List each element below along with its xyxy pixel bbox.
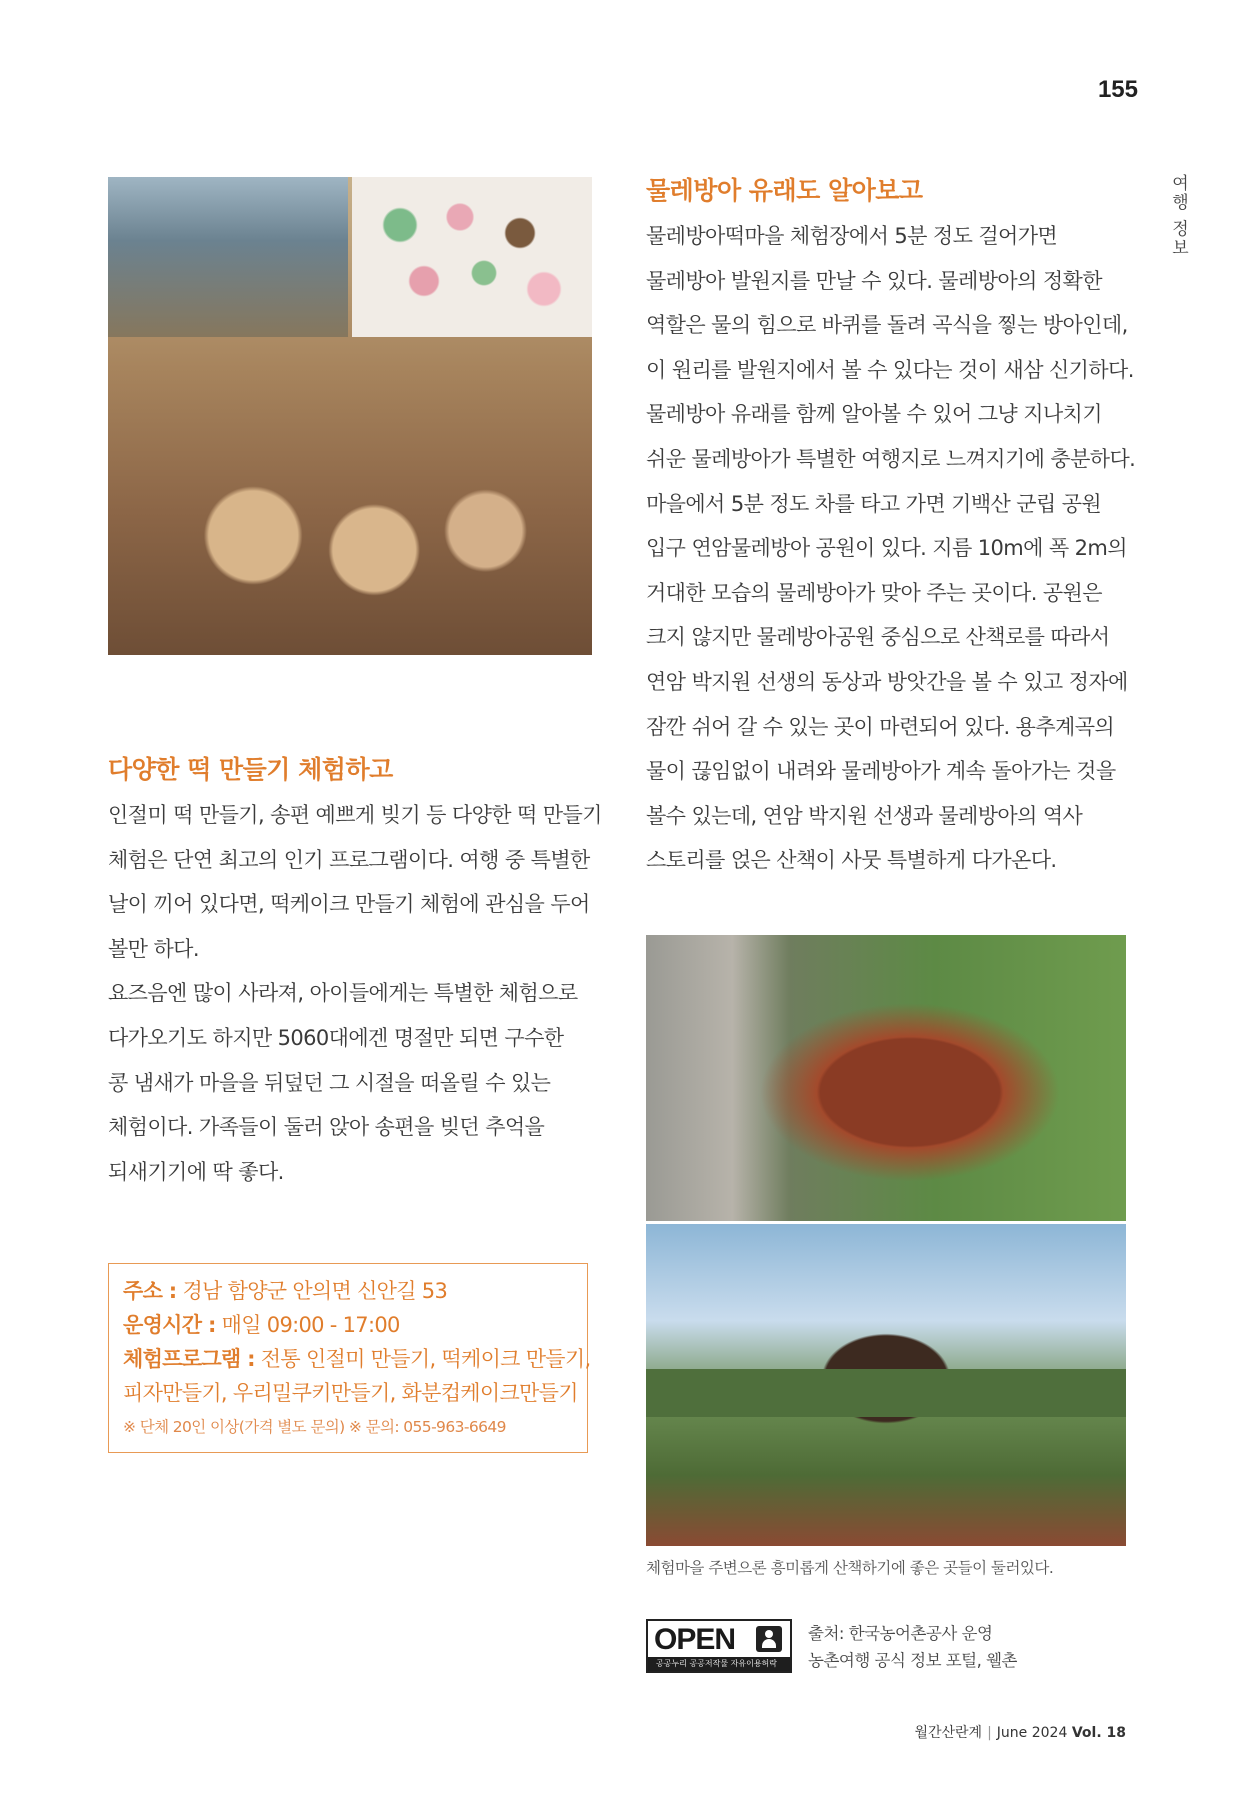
open-logo-word: OPEN [654, 1623, 736, 1656]
source-line: 농촌여행 공식 정보 포털, 웰촌 [808, 1651, 1017, 1670]
left-text-line: 다가오기도 하지만 5060대에겐 명절만 되면 구수한 [108, 1025, 564, 1050]
left-text-line: 체험은 단연 최고의 인기 프로그램이다. 여행 중 특별한 [108, 847, 590, 872]
hours-line [123, 1308, 573, 1342]
right-text-line: 물레방아 유래를 함께 알아볼 수 있어 그냥 지나치기 [646, 402, 1102, 427]
left-section-heading: 다양한 떡 만들기 체험하고 [108, 755, 393, 784]
address-label: 주소 : [123, 1279, 177, 1303]
right-text-line: 거대한 모습의 물레방아가 맞아 주는 곳이다. 공원은 [646, 580, 1102, 605]
page-footer [900, 1722, 1126, 1742]
right-text-line: 이 원리를 발원지에서 볼 수 있다는 것이 새삼 신기하다. [646, 357, 1134, 382]
right-text-line: 물레방아떡마을 체험장에서 5분 정도 걸어가면 [646, 224, 1058, 248]
left-text-line: 콩 냄새가 마을을 뒤덮던 그 시절을 떠올릴 수 있는 [108, 1070, 551, 1095]
section-side-label: 여행 정보 [1168, 174, 1188, 258]
hours-label: 운영시간 : [123, 1313, 216, 1337]
program-line-2: 피자만들기, 우리밀쿠키만들기, 화분컵케이크만들기 [123, 1381, 578, 1405]
address-line [123, 1274, 573, 1308]
right-text-line: 물이 끊임없이 내려와 물레방아가 계속 돌아가는 것을 [646, 759, 1116, 784]
issue-date: June 2024 [996, 1725, 1068, 1741]
open-license-logo [646, 1619, 792, 1673]
footer-divider: | [987, 1725, 992, 1741]
left-section-text [108, 793, 602, 1194]
right-text-line: 쉬운 물레방아가 특별한 여행지로 느껴지기에 충분하다. [646, 446, 1136, 471]
pavilion-photo [646, 1224, 1126, 1546]
magazine-name: 월간산란계 [914, 1725, 983, 1741]
hours-value: 매일 09:00 - 17:00 [215, 1313, 400, 1337]
info-box [108, 1263, 591, 1453]
right-text-line: 연암 박지원 선생의 동상과 방앗간을 볼 수 있고 정자에 [646, 669, 1128, 694]
address-value: 경남 함양군 안의면 신안길 53 [176, 1279, 448, 1303]
right-text-line: 볼수 있는데, 연암 박지원 선생과 물레방아의 역사 [646, 803, 1083, 828]
rice-cake-experience-photo [108, 177, 592, 655]
right-text-line: 역할은 물의 힘으로 바퀴를 돌려 곡식을 찧는 방아인데, [646, 313, 1128, 338]
program-value: 전통 인절미 만들기, 떡케이크 만들기, [254, 1347, 591, 1371]
left-text-line: 볼만 하다. [108, 936, 199, 961]
source-credit [808, 1620, 1017, 1674]
source-line: 출처: 한국농어촌공사 운영 [808, 1624, 993, 1643]
open-logo-strip: 공공누리 공공저작물 자유이용허락 [648, 1657, 790, 1671]
right-text-line: 크지 않지만 물레방아공원 중심으로 산책로를 따라서 [646, 625, 1110, 650]
left-text-line: 날이 끼어 있다면, 떡케이크 만들기 체험에 관심을 두어 [108, 892, 590, 917]
right-text-line: 물레방아 발원지를 만날 수 있다. 물레방아의 정확한 [646, 268, 1102, 293]
left-text-line: 체험이다. 가족들이 둘러 앉아 송편을 빚던 추억을 [108, 1115, 545, 1140]
right-text-line: 마을에서 5분 정도 차를 타고 가면 기백산 군립 공원 [646, 491, 1102, 516]
right-text-line: 입구 연암물레방아 공원이 있다. 지름 10m에 폭 2m의 [646, 536, 1127, 561]
waterwheel-photo [646, 935, 1126, 1221]
right-text-line: 스토리를 얹은 산책이 사뭇 특별하게 다가온다. [646, 848, 1057, 873]
right-section-heading: 물레방아 유래도 알아보고 [646, 176, 923, 205]
issue-volume: Vol. 18 [1071, 1725, 1126, 1741]
left-text-line: 되새기기에 딱 좋다. [108, 1159, 284, 1184]
program-label: 체험프로그램 : [123, 1347, 255, 1371]
right-text-line: 잠깐 쉬어 갈 수 있는 곳이 마련되어 있다. 용추계곡의 [646, 714, 1115, 739]
photo-caption: 체험마을 주변으론 흥미롭게 산책하기에 좋은 곳들이 둘러있다. [646, 1559, 1054, 1577]
info-note: ※ 단체 20인 이상(가격 별도 문의) ※ 문의: 055-963-6649 [123, 1418, 506, 1436]
kids-group-photo [108, 177, 348, 337]
rice-cake-plate-photo [352, 177, 592, 337]
left-text-line: 인절미 떡 만들기, 송편 예쁘게 빚기 등 다양한 떡 만들기 [108, 803, 602, 827]
program-line [123, 1342, 591, 1376]
left-text-line: 요즈음엔 많이 사라져, 아이들에게는 특별한 체험으로 [108, 981, 578, 1006]
attribution-person-icon [756, 1626, 782, 1652]
right-section-text [646, 214, 1135, 883]
page-number: 155 [1097, 76, 1138, 103]
